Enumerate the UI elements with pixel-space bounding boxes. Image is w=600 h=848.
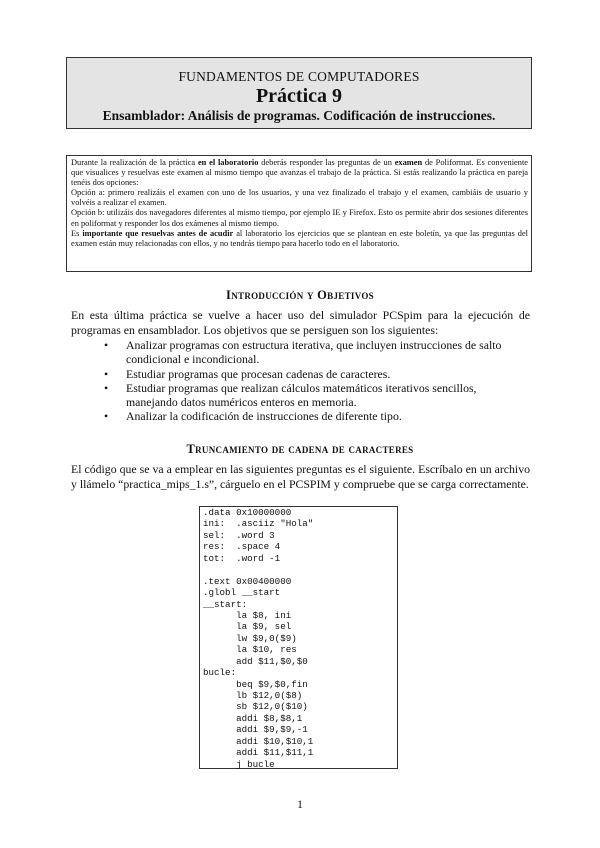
section2-paragraph: El código que se va a emplear en las siguientes preguntas es el siguiente. Escríbalo en un archivo y llámelo “practica_mips_1.s”, cárguelo en el PCSPIM y compruebe que se carga correctamente.	[71, 462, 530, 491]
intro-section-title: Introducción y Objetivos	[226, 288, 374, 302]
code-line: la $9, sel	[203, 621, 292, 633]
list-item: • Estudiar programas que realizan cálculos matemáticos iterativos sencillos, manejando datos numéricos enteros en memoria.	[104, 380, 477, 410]
code-line: addi $10,$10,1	[203, 735, 314, 747]
code-line: beq $9,$0,fin	[203, 678, 308, 690]
code-line: .globl __start	[203, 587, 281, 599]
notice-paragraph-2: Opción a: primero realizáis el examen con uno de los usuarios, y una vez finalizado el trabajo y el examen, cambiáis de usuario y volvéis a realizar el examen.	[71, 188, 528, 208]
notice-paragraph-3: Opción b: utilizáis dos navegadores diferentes al mismo tiempo, por ejemplo IE y Firefox. Esto os permite abrir dos sesiones diferentes en poliformat y responder los dos exámenes al mismo tiempo.	[71, 208, 528, 228]
practice-subtitle: Ensamblador: Análisis de programas. Codificación de instrucciones.	[102, 108, 496, 123]
code-line: res: .space 4	[203, 541, 281, 553]
list-item: • Estudiar programas que procesan cadenas de caracteres.	[104, 366, 391, 381]
code-line: lw $9,0($9)	[203, 632, 297, 644]
code-line: add $11,$0,$0	[203, 655, 308, 667]
list-item: • Analizar la codificación de instrucciones de diferente tipo.	[104, 409, 402, 424]
code-line: tot: .word -1	[203, 552, 281, 564]
intro-paragraph: En esta última práctica se vuelve a hacer uso del simulador PCSpim para la ejecución de programas en ensamblador. Los objetivos que se persiguen son los siguientes:	[71, 308, 530, 337]
code-listing	[199, 506, 398, 769]
document-header	[66, 57, 532, 129]
code-line: j bucle	[203, 758, 275, 770]
section2-title: Truncamiento de cadena de caracteres	[186, 442, 414, 456]
objectives-list	[71, 338, 530, 424]
code-line: bucle:	[203, 667, 237, 679]
code-line: sel: .word 3	[203, 529, 275, 541]
practice-title: Práctica 9	[255, 85, 343, 107]
code-line: lb $12,0($8)	[203, 690, 303, 701]
notice-emphasis-exam: examen	[394, 158, 423, 167]
code-line: la $8, ini	[203, 609, 292, 621]
notice-emphasis-lab: en el laboratorio	[197, 158, 259, 167]
code-line: addi $9,$9,-1	[203, 724, 308, 736]
notice-paragraph-1: Durante la realización de la práctica en el laboratorio deberás responder las preguntas de un examen de Poliformat. Es conveniente que visualices y resuelvas este examen al mismo tiempo que avanzas el trabajo de la práctica. Si estás realizando la práctica en pareja tenéis dos opciones:	[71, 158, 528, 188]
code-line: addi $11,$11,1	[203, 747, 314, 759]
code-line: addi $8,$8,1	[203, 712, 303, 724]
course-title: FUNDAMENTOS DE COMPUTADORES	[178, 69, 420, 84]
notice-paragraph-4: Es importante que resuelvas antes de acudir al laboratorio los ejercicios que se plantean en este boletín, ya que las preguntas del examen están muy relacionadas con ellos, y no tendrás tiempo para hacerlo todo en el laboratorio.	[71, 228, 529, 248]
exam-notice-box	[66, 155, 532, 272]
code-line: __start:	[203, 598, 248, 610]
code-line: .data 0x10000000	[203, 507, 292, 518]
code-line: .text 0x00400000	[203, 575, 292, 587]
code-line	[203, 564, 397, 575]
code-line: ini: .asciiz "Hola"	[203, 518, 314, 530]
page-number: 1	[297, 797, 303, 811]
notice-emphasis-important: importante que resuelvas antes de acudir	[82, 228, 234, 238]
code-line: la $10, res	[203, 644, 297, 656]
code-line: sb $12,0($10)	[203, 701, 308, 713]
list-item: • Analizar programas con estructura iterativa, que incluyen instrucciones de salto condicional e incondicional.	[104, 338, 502, 367]
